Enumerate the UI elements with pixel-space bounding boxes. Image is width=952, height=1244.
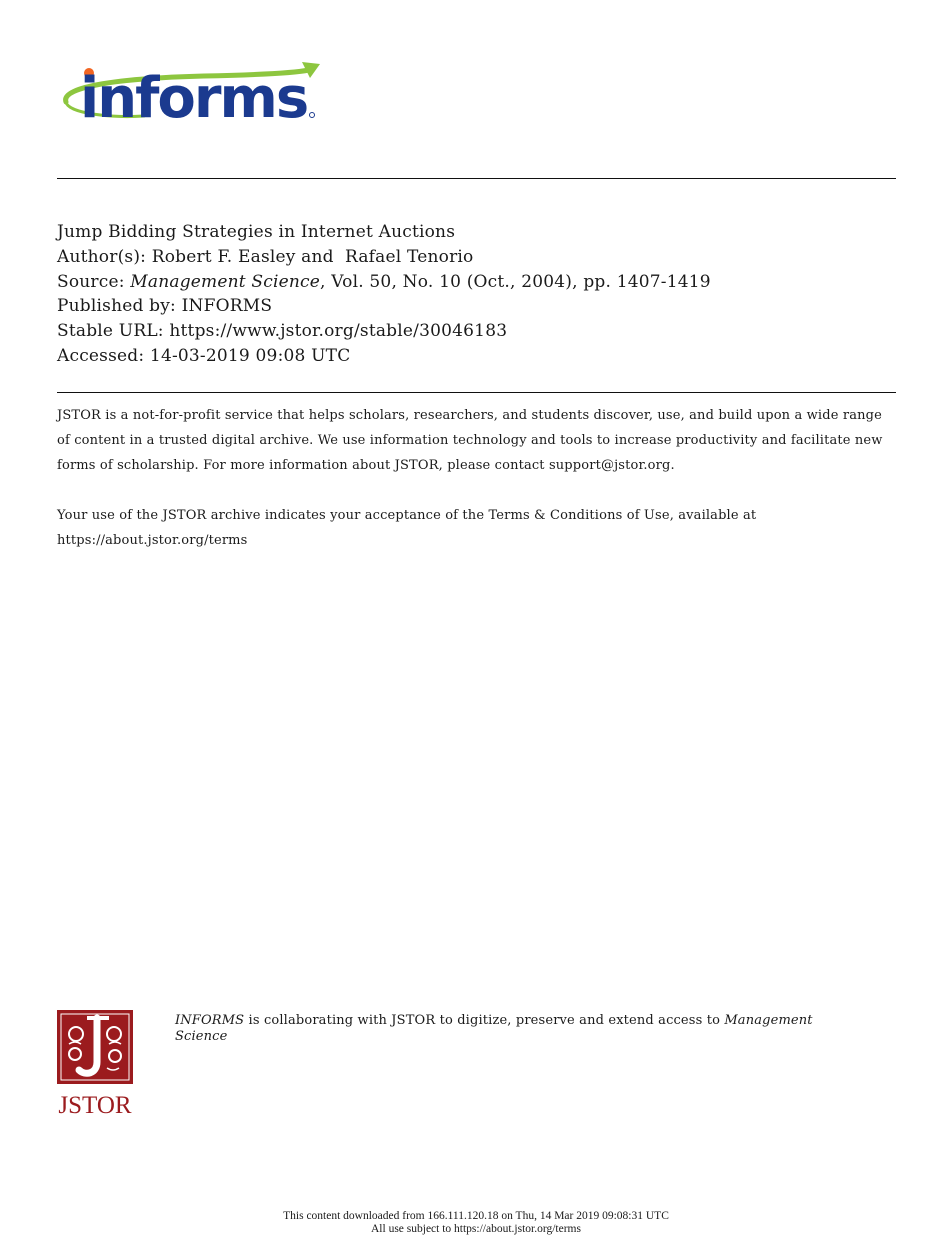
authors-label: Author(s): bbox=[57, 246, 147, 267]
publisher-value: INFORMS bbox=[181, 296, 273, 317]
article-source bbox=[57, 270, 711, 295]
notice-paragraph-terms: Your use of the JSTOR archive indicates your acceptance of the Terms & Conditions of Use, available at https://about.jstor.org/terms bbox=[57, 508, 757, 548]
source-details: , Vol. 50, No. 10 (Oct., 2004), pp. 1407-1419 bbox=[320, 271, 711, 292]
article-title: Jump Bidding Strategies in Internet Auctions bbox=[57, 222, 456, 242]
collab-partner: INFORMS bbox=[175, 1013, 245, 1028]
authors-value: Robert F. Easley and Rafael Tenorio bbox=[151, 246, 474, 267]
collab-text: is collaborating with JSTOR to digitize, preserve and extend access to bbox=[244, 1013, 725, 1028]
jstor-logo-text: JSTOR bbox=[58, 1092, 132, 1116]
published-label: Published by: bbox=[57, 296, 176, 317]
jstor-logo bbox=[57, 1010, 133, 1116]
top-divider bbox=[57, 178, 896, 179]
journal-name: Management Science bbox=[130, 271, 321, 292]
jstor-notice bbox=[57, 403, 897, 553]
informs-logo-text: informs bbox=[80, 66, 308, 126]
article-metadata bbox=[57, 220, 711, 369]
source-label: Source: bbox=[57, 271, 125, 292]
accessed-label: Accessed: bbox=[57, 345, 145, 366]
article-stable-url bbox=[57, 319, 711, 344]
informs-logo bbox=[54, 56, 324, 126]
download-footer bbox=[0, 1210, 952, 1235]
article-authors bbox=[57, 245, 711, 270]
collab-journal: Management Science bbox=[175, 1013, 813, 1044]
collaboration-statement bbox=[175, 1013, 855, 1045]
article-publisher bbox=[57, 294, 711, 319]
middle-divider bbox=[57, 392, 896, 393]
stable-url-link[interactable]: https://www.jstor.org/stable/30046183 bbox=[169, 321, 508, 342]
article-accessed bbox=[57, 344, 711, 369]
stable-url-label: Stable URL: bbox=[57, 321, 164, 342]
footer-terms-line: All use subject to https://about.jstor.org/terms bbox=[371, 1222, 581, 1235]
accessed-value: 14-03-2019 09:08 UTC bbox=[149, 345, 351, 366]
footer-download-line: This content downloaded from 166.111.120.18 on Thu, 14 Mar 2019 09:08:31 UTC bbox=[283, 1210, 669, 1222]
notice-paragraph-about: JSTOR is a not-for-profit service that helps scholars, researchers, and students discover, use, and build upon a wide range of content in a trusted digital archive. We use information technology and tools to increase productivity and facilitate new forms of scholarship. For more information about JSTOR, please contact support@jstor.org. bbox=[57, 408, 883, 473]
